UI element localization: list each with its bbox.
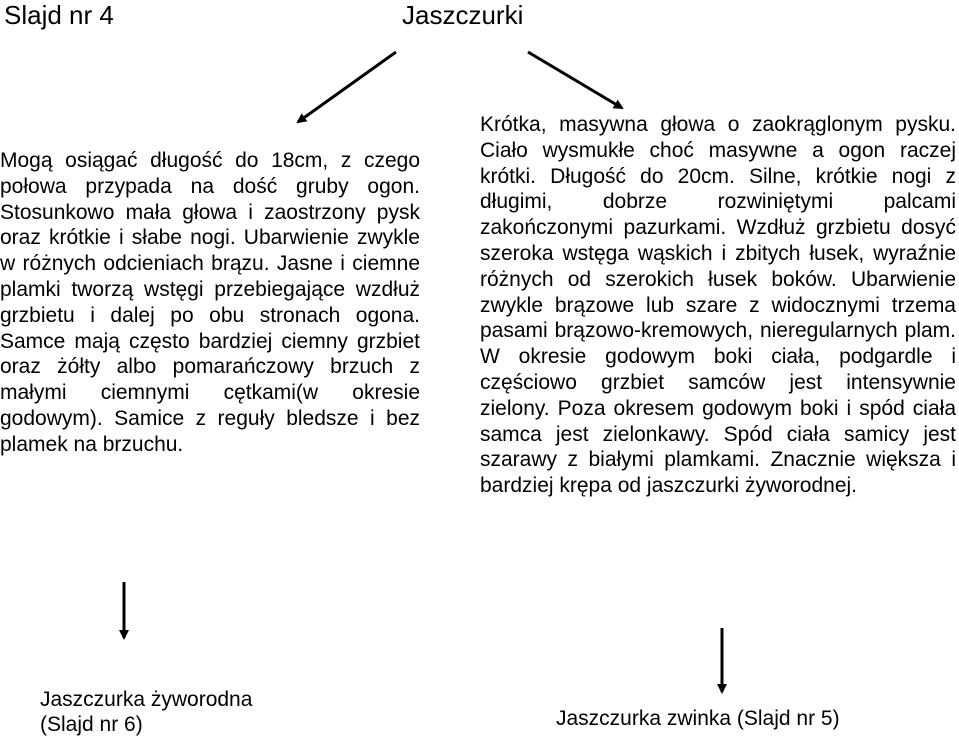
arrow-to-left-column [298, 52, 396, 122]
link-line-2: (Slajd nr 6) [40, 713, 143, 736]
link-line-1: Jaszczurka żyworodna [40, 688, 253, 711]
arrow-to-right-column [528, 52, 622, 108]
link-jaszczurka-zyworodna[interactable] [40, 687, 340, 737]
left-description: Mogą osiągać długość do 18cm, z czego połowa przypada na dość gruby ogon. Stosunkowo mała głowa i zaostrzony pysk oraz krótkie i słabe nogi. Ubarwienie zwykle w różnych odcieniach brązu. Jasne i ciemne plamki tworzą wstęgi przebiegające wzdłuż grzbietu i dalej po obu stronach ogona. Samce mają często bardziej ciemny grzbiet oraz żółty albo pomarańczowy brzuch z małymi ciemnymi cętkami(w okresie godowym). Samice z reguły bledsze i bez plamek na brzuchu. [0, 149, 420, 456]
right-description: Krótka, masywna głowa o zaokrąglonym pysku. Ciało wysmukłe choć masywne a ogon raczej krótki. Długość do 20cm. Silne, krótkie nogi z długimi, dobrze rozwiniętymi palcami zakończonymi pazurkami. Wzdłuż grzbietu dosyć szeroka wstęga wąskich i zbitych łusek, wyraźnie różnych od szerokich łusek boków. Ubarwienie zwykle brązowe lub szare z widocznymi trzema pasami brązowo-kremowych, nieregularnych plam. W okresie godowym boki ciała, podgardle i częściowo grzbiet samców jest intensywnie zielony. Poza okresem godowym boki i spód ciała samca jest zielonkawy. Spód ciała samicy jest szarawy z białymi plamkami. Znacznie większa i bardziej krępa od jaszczurki żyworodnej. [480, 113, 956, 498]
page-title: Jaszczurki [402, 0, 524, 30]
link-jaszczurka-zwinka[interactable]: Jaszczurka zwinka (Slajd nr 5) [556, 707, 840, 730]
slide-number: Slajd nr 4 [4, 0, 114, 30]
